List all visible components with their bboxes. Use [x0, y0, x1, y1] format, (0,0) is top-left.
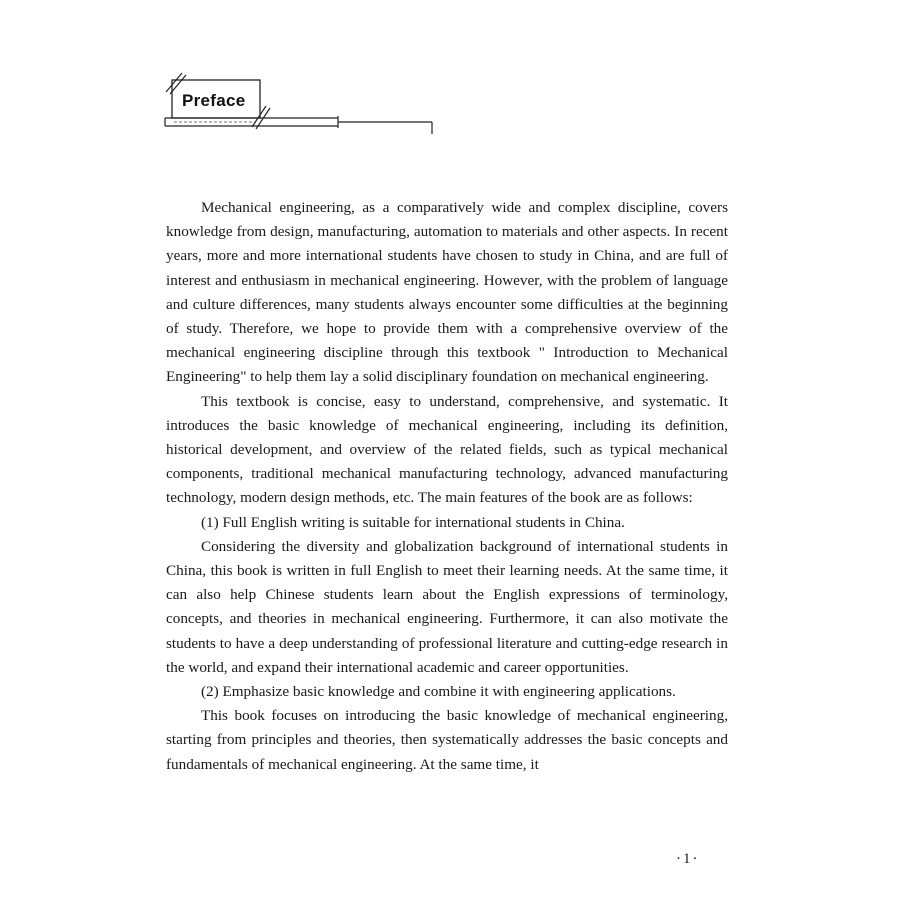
paragraph: (1) Full English writing is suitable for international students in China.	[200, 513, 625, 531]
page-number: ·1·	[676, 851, 700, 867]
paragraph: Considering the diversity and globalization background of international students in China, this book is written in full English to meet their learning needs. At the same time, it can also help Chinese students learn about the English expressions of terminology, concepts, and theories in mechanical engineering. Furthermore, it can also motivate the students to have a deep understanding of professional literature and cutting-edge research in the world, and expand their international academic and career opportunities.	[166, 537, 728, 676]
paragraph: (2) Emphasize basic knowledge and combine it with engineering applications.	[200, 683, 676, 701]
page-title: Preface	[182, 91, 246, 110]
paragraph: This book focuses on introducing the basic knowledge of mechanical engineering, starting from principles and theories, then systematically addresses the basic concepts and fundamentals of mechanical engineering. At the same time, it	[166, 707, 728, 773]
preface-header	[160, 72, 450, 142]
paragraph: This textbook is concise, easy to understand, comprehensive, and systematic. It introduces the basic knowledge of mechanical engineering, including its definition, historical development, and overview of the related fields, such as typical mechanical components, traditional mechanical manufacturing technology, advanced manufacturing technology, modern design methods, etc. The main features of the book are as follows:	[166, 392, 728, 507]
paragraph: Mechanical engineering, as a comparatively wide and complex discipline, covers knowledge from design, manufacturing, automation to materials and other aspects. In recent years, more and more international students have chosen to study in China, and are full of interest and enthusiasm in mechanical engineering. However, with the problem of language and culture differences, many students always encounter some difficulties at the beginning of study. Therefore, we hope to provide them with a comprehensive overview of the mechanical engineering discipline through this textbook " Introduction to Mechanical Engineering" to help them lay a solid disciplinary foundation on mechanical engineering.	[166, 199, 728, 386]
body-text	[166, 196, 728, 777]
